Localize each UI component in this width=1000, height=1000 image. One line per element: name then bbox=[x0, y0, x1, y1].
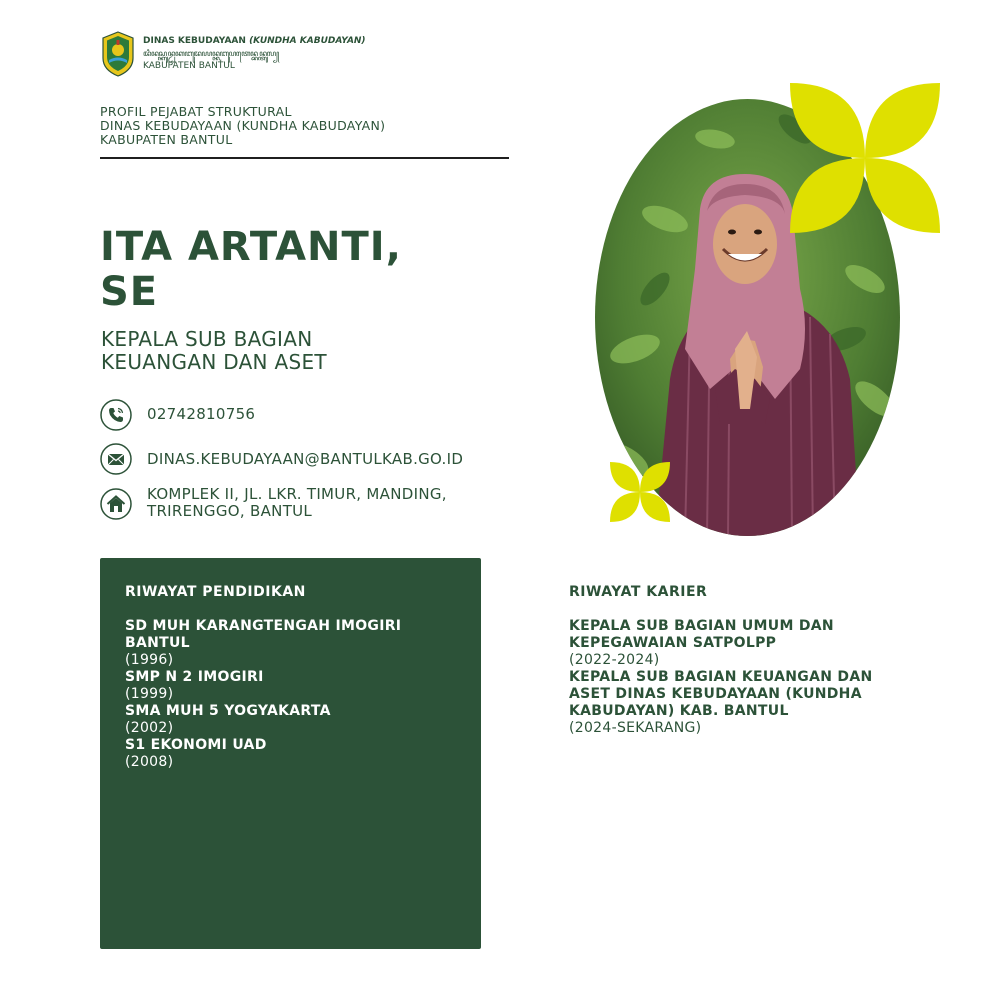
education-item bbox=[125, 669, 445, 703]
career-role: KEPALA SUB BAGIAN UMUM DAN KEPEGAWAIAN SATPOLPP bbox=[569, 618, 834, 651]
career-period: (2024-SEKARANG) bbox=[569, 720, 702, 736]
education-school: SD MUH KARANGTENGAH IMOGIRI BANTUL bbox=[125, 618, 402, 651]
mail-icon bbox=[100, 443, 132, 475]
person-name: ITA ARTANTI, bbox=[100, 224, 402, 270]
career-item bbox=[569, 669, 909, 737]
phone-number: 02742810756 bbox=[147, 405, 256, 423]
address-line: TRIRENGGO, BANTUL bbox=[147, 502, 313, 520]
education-year: (1996) bbox=[125, 652, 174, 668]
profile-heading-line: KABUPATEN BANTUL bbox=[100, 132, 233, 147]
career-title: RIWAYAT KARIER bbox=[569, 584, 708, 600]
career-period: (2022-2024) bbox=[569, 652, 660, 668]
education-school: SMA MUH 5 YOGYAKARTA bbox=[125, 703, 331, 719]
education-year: (2002) bbox=[125, 720, 174, 736]
email-address: DINAS.KEBUDAYAAN@BANTULKAB.GO.ID bbox=[147, 450, 464, 468]
person-position: KEUANGAN DAN ASET bbox=[101, 350, 327, 374]
education-title: RIWAYAT PENDIDIKAN bbox=[125, 584, 306, 600]
org-region: KABUPATEN BANTUL bbox=[143, 61, 235, 71]
home-icon bbox=[100, 488, 132, 520]
logo-emblem-icon bbox=[100, 30, 136, 78]
address-line: KOMPLEK II, JL. LKR. TIMUR, MANDING, bbox=[147, 485, 447, 503]
education-item bbox=[125, 618, 445, 669]
education-year: (1999) bbox=[125, 686, 174, 702]
education-year: (2008) bbox=[125, 754, 174, 770]
org-name: DINAS KEBUDAYAAN (KUNDHA KABUDAYAN) bbox=[143, 36, 366, 46]
org-script: ꦢꦶꦤꦱ꧀ꦏꦸꦤ꧀ꦝꦏꦧꦸꦢꦪꦤ꧀ꦏꦧꦸꦥꦠꦺꦤ꧀ꦧꦤ꧀ꦠꦸꦭ꧀ bbox=[143, 49, 279, 58]
profile-heading-line: PROFIL PEJABAT STRUKTURAL bbox=[100, 104, 292, 119]
person-name: SE bbox=[100, 269, 159, 315]
education-school: SMP N 2 IMOGIRI bbox=[125, 669, 264, 685]
profile-heading-line: DINAS KEBUDAYAAN (KUNDHA KABUDAYAN) bbox=[100, 118, 386, 133]
person-position: KEPALA SUB BAGIAN bbox=[101, 327, 313, 351]
divider bbox=[100, 157, 509, 159]
education-item bbox=[125, 737, 445, 771]
flower-icon bbox=[790, 83, 940, 233]
education-school: S1 EKONOMI UAD bbox=[125, 737, 267, 753]
career-item bbox=[569, 618, 909, 669]
education-item bbox=[125, 703, 445, 737]
career-role: KEPALA SUB BAGIAN KEUANGAN DAN ASET DINAS KEBUDAYAAN (KUNDHA KABUDAYAN) KAB. BANTUL bbox=[569, 669, 873, 719]
phone-icon bbox=[100, 399, 132, 431]
flower-icon bbox=[610, 462, 670, 522]
